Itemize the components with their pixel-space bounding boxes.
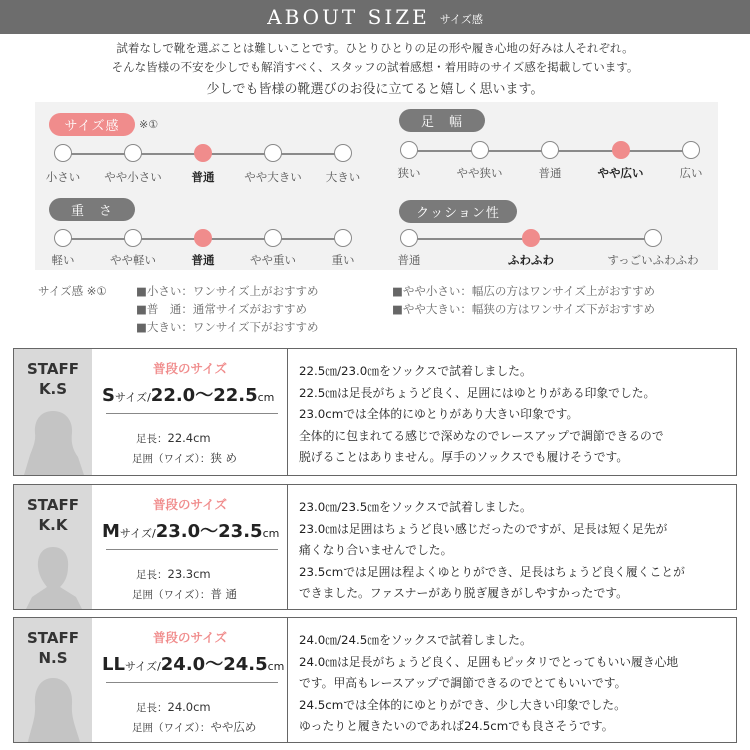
size-scale-label-1: やや小さい — [104, 170, 162, 184]
staff-card-ks — [13, 348, 737, 476]
comment-line: 23.0cmでは全体的にゆとりがあり大きい印象です。 — [299, 407, 579, 421]
staff-comment — [299, 361, 728, 469]
weight-scale-dot-3 — [264, 229, 282, 247]
width-scale-label-2: 普通 — [538, 166, 562, 180]
comment-line: 全体的に包まれてる感じで深めなのでレースアップで調節できるので — [299, 428, 664, 443]
foot-length — [136, 700, 211, 715]
size-letter: S — [102, 385, 115, 406]
header-title: ABOUT SIZE — [267, 5, 430, 29]
foot-width-label: 足囲（ワイズ）： — [132, 453, 211, 465]
foot-width-label: 足囲（ワイズ）： — [132, 589, 211, 601]
width-scale-label-3: やや広い — [597, 166, 644, 180]
staff-label-top: STAFF — [27, 629, 79, 647]
size-scale-dot-3 — [264, 144, 282, 162]
foot-width — [132, 450, 237, 466]
size-unit: cm — [267, 660, 285, 673]
foot-length-value: 23.3cm — [167, 567, 211, 581]
foot-width-value: やや広め — [210, 720, 257, 734]
staff-silhouette-icon — [22, 672, 84, 742]
size-range: 22.0〜22.5 — [150, 385, 258, 406]
staff-silhouette-icon — [22, 539, 84, 609]
staff-initials: K.S — [38, 380, 68, 398]
staff-label — [14, 359, 92, 399]
weight-scale-dot-0 — [54, 229, 72, 247]
staff-side — [14, 618, 92, 742]
comment-line: です。甲高もレースアップで調節できるのでとてもいいです。 — [299, 676, 627, 690]
staff-side — [14, 485, 92, 609]
size-scale-panel — [35, 102, 718, 270]
size-word: サイズ/ — [119, 527, 156, 540]
cushion-scale-label-0: 普通 — [397, 253, 421, 267]
size-range: 24.0〜24.5 — [160, 654, 268, 675]
comment-line: 22.5㎝/23.0㎝をソックスで試着しました。 — [299, 364, 532, 378]
comment-line: 24.5cmでは全体的にゆとりができ、少し大きい印象でした。 — [299, 697, 626, 712]
cushion-scale-title: クッション性 — [399, 200, 517, 223]
intro-line-1: 試着なしで靴を選ぶことは難しいことです。ひとりひとりの足の形や履き心地の好みは人それぞれ。 — [116, 41, 634, 55]
width-scale-dot-4 — [682, 141, 700, 159]
size-word: サイズ/ — [124, 660, 161, 673]
legend-left-1: ■小さい：ワンサイズ上がおすすめ — [136, 284, 319, 298]
header-subtitle: サイズ感 — [439, 13, 483, 26]
comment-line: できました。ファスナーがあり脱ぎ履きがしやすかったです。 — [299, 586, 628, 600]
staff-initials: N.S — [38, 649, 68, 667]
usual-size — [102, 381, 274, 407]
foot-width-value: 普 通 — [210, 587, 237, 601]
usual-size — [102, 517, 279, 543]
size-unit: cm — [257, 391, 275, 404]
intro-line-2: そんな皆様の不安を少しでも解消すべく、スタッフの試着感想・着用時のサイズ感を掲載しています。 — [111, 60, 639, 74]
staff-label — [14, 628, 92, 668]
size-scale-note: ※① — [139, 118, 159, 131]
staff-initials: K.K — [38, 516, 68, 534]
staff-size-block — [92, 618, 288, 742]
staff-label-top: STAFF — [27, 360, 79, 378]
weight-scale-title: 重 さ — [49, 198, 135, 221]
foot-width — [132, 586, 237, 602]
size-scale-dot-2 — [194, 144, 212, 162]
staff-label — [14, 495, 92, 535]
foot-length-label: 足長： — [136, 702, 168, 714]
width-scale-dot-0 — [400, 141, 418, 159]
width-scale-label-1: やや狭い — [456, 166, 503, 180]
staff-silhouette-icon — [22, 405, 84, 475]
comment-line: 脱げることはありません。厚手のソックスでも履けそうです。 — [299, 450, 629, 464]
size-divider — [106, 413, 278, 414]
cushion-scale-dot-2 — [644, 229, 662, 247]
weight-scale-label-2: 普通 — [191, 253, 215, 267]
staff-comment — [299, 630, 728, 738]
legend-left-3: ■大きい：ワンサイズ下がおすすめ — [136, 320, 319, 334]
size-unit: cm — [262, 527, 280, 540]
weight-scale-dot-2 — [194, 229, 212, 247]
width-scale-title: 足 幅 — [399, 109, 485, 132]
weight-scale-label-0: 軽い — [51, 253, 75, 267]
size-scale-dot-4 — [334, 144, 352, 162]
size-scale-label-0: 小さい — [45, 170, 81, 184]
size-scale-label-2: 普通 — [191, 170, 215, 184]
comment-line: 23.5cmでは足囲は程よくゆとりができ、足長はちょうど良く履くことが — [299, 564, 685, 579]
width-scale-dot-2 — [541, 141, 559, 159]
comment-line: 22.5㎝は足長がちょうど良く、足囲にはゆとりがある印象でした。 — [299, 385, 656, 400]
size-scale-label-3: やや大きい — [244, 170, 302, 184]
foot-length-value: 22.4cm — [167, 431, 211, 445]
foot-length — [136, 431, 211, 446]
staff-card-kk — [13, 484, 737, 610]
comment-line: 24.0㎝/24.5㎝をソックスで試着しました。 — [299, 633, 532, 647]
cushion-scale-label-1: ふわふわ — [508, 253, 554, 267]
usual-size — [102, 650, 284, 676]
staff-card-ns — [13, 617, 737, 743]
foot-length — [136, 567, 211, 582]
width-scale-label-4: 広い — [679, 166, 703, 180]
weight-scale-label-3: やや重い — [250, 253, 296, 267]
cushion-scale-label-2: すっごいふわふわ — [607, 253, 699, 267]
weight-scale-label-1: やや軽い — [110, 253, 156, 267]
comment-line: 23.0㎝は足囲はちょうど良い感じだったのですが、足長は短く足先が — [299, 521, 668, 536]
comment-line: ゆったりと履きたいのであれば24.5cmでも良さそうです。 — [299, 719, 614, 733]
usual-size-label: 普段のサイズ — [152, 497, 227, 512]
page-header — [0, 0, 750, 34]
foot-length-label: 足長： — [136, 569, 168, 581]
foot-length-value: 24.0cm — [167, 700, 211, 714]
staff-size-block — [92, 349, 288, 475]
size-letter: LL — [102, 654, 125, 675]
usual-size-label: 普段のサイズ — [152, 630, 227, 645]
legend-right-1: ■やや小さい：幅広の方はワンサイズ上がおすすめ — [392, 284, 656, 298]
foot-length-label: 足長： — [136, 433, 168, 445]
foot-width-label: 足囲（ワイズ）： — [132, 722, 211, 734]
width-scale-dot-1 — [471, 141, 489, 159]
legend-right-2: ■やや大きい：幅狭の方はワンサイズ下がおすすめ — [392, 302, 656, 316]
size-scale-label-4: 大きい — [325, 170, 361, 184]
size-divider — [106, 682, 278, 683]
legend-left-2: ■普 通：通常サイズがおすすめ — [136, 302, 308, 316]
comment-line: 24.0㎝は足長がちょうど良く、足囲もピッタリでとってもいい履き心地 — [299, 654, 679, 669]
intro-line-3: 少しでも皆様の靴選びのお役に立てると嬉しく思います。 — [206, 82, 544, 97]
size-scale-dot-1 — [124, 144, 142, 162]
size-range: 23.0〜23.5 — [155, 521, 263, 542]
foot-width-value: 狭 め — [210, 451, 237, 465]
size-scale-title: サイズ感 — [49, 113, 135, 136]
cushion-scale-dot-1 — [522, 229, 540, 247]
staff-size-block — [92, 485, 288, 609]
size-divider — [106, 549, 278, 550]
weight-scale-dot-1 — [124, 229, 142, 247]
size-letter: M — [102, 521, 120, 542]
usual-size-label: 普段のサイズ — [152, 361, 227, 376]
weight-scale-dot-4 — [334, 229, 352, 247]
width-scale-label-0: 狭い — [397, 166, 421, 180]
cushion-scale-dot-0 — [400, 229, 418, 247]
staff-comment — [299, 497, 728, 605]
width-scale-dot-3 — [612, 141, 630, 159]
size-word: サイズ/ — [114, 391, 151, 404]
weight-scale-label-4: 重い — [331, 253, 355, 267]
foot-width — [132, 719, 256, 735]
size-scale-dot-0 — [54, 144, 72, 162]
comment-line: 23.0㎝/23.5㎝をソックスで試着しました。 — [299, 500, 532, 514]
comment-line: 痛くなり合いませんでした。 — [299, 543, 453, 557]
staff-side — [14, 349, 92, 475]
staff-label-top: STAFF — [27, 496, 79, 514]
legend-prefix: サイズ感 ※① — [38, 284, 107, 298]
